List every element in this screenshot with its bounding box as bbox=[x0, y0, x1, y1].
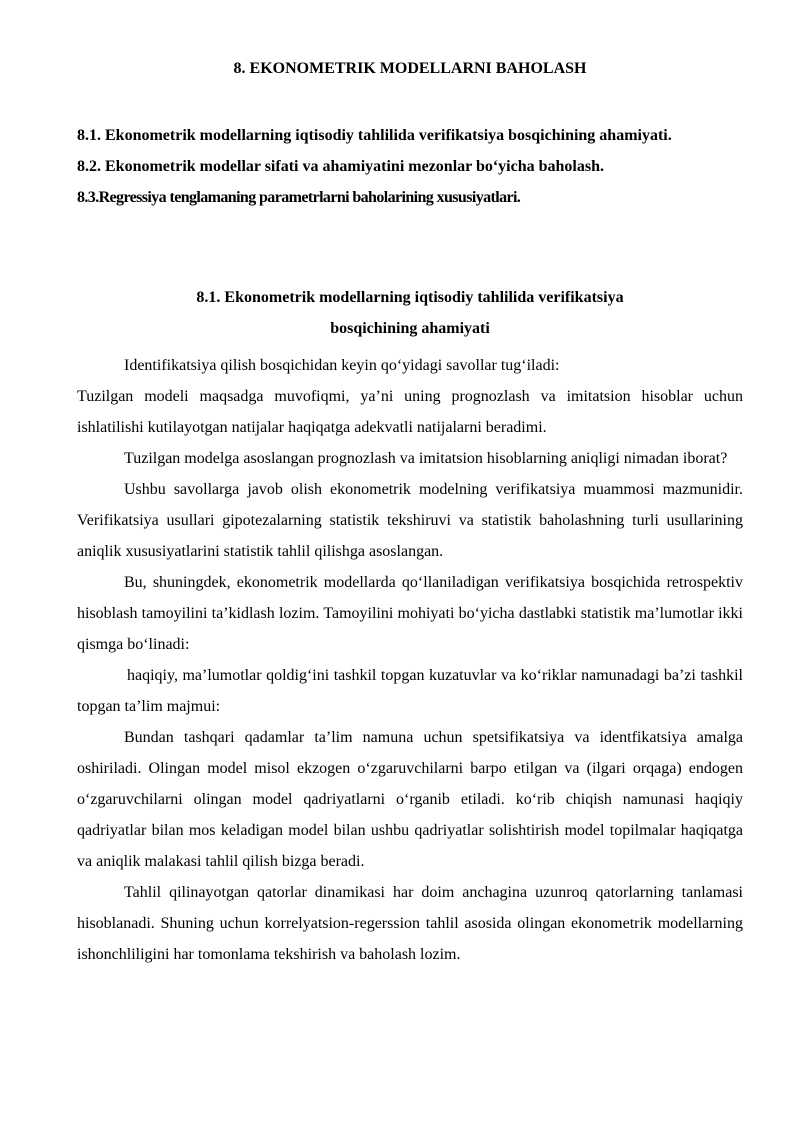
section-title-line-2: bosqichining ahamiyati bbox=[330, 320, 490, 337]
chapter-title: 8. EKONOMETRIK MODELLARNI BAHOLASH bbox=[233, 60, 587, 77]
section-title bbox=[0, 282, 800, 344]
paragraph: Ushbu savollarga javob olish ekonometrik modelning verifikatsiya muammosi mazmunidir. Verifikatsiya usullari gipotezalarning statistik tekshiruvi va statistik baholashning turli usullarining aniqlik xususiyatlarini statistik tahlil qilishga asoslangan. bbox=[77, 481, 743, 560]
toc-item-8-3: 8.3.Regressiya tenglamaning parametrlarni baholarining xususiyatlari. bbox=[77, 189, 521, 206]
paragraph: Tahlil qilinayotgan qatorlar dinamikasi har doim anchagina uzunroq qatorlarning tanlamasi hisoblanadi. Shuning uchun korrelyatsion-regerssion tahlil asosida olingan ekonometrik modellarning ishonchliligini har tomonlama tekshirish va baholash lozim. bbox=[77, 884, 743, 963]
paragraph: Identifikatsiya qilish bosqichidan keyin qo‘yidagi savollar tug‘iladi: bbox=[124, 357, 560, 374]
paragraph: Tuzilgan modeli maqsadga muvofiqmi, ya’ni uning prognozlash va imitatsion hisoblar uchun ishlatilishi kutilayotgan natijalar haqiqatga adekvatli natijalarni beradimi. bbox=[77, 388, 743, 436]
paragraph: Tuzilgan modelga asoslangan prognozlash va imitatsion hisoblarning aniqligi nimadan iborat? bbox=[124, 450, 728, 467]
body-text bbox=[77, 350, 743, 970]
section-title-line-1: 8.1. Ekonometrik modellarning iqtisodiy tahlilida verifikatsiya bbox=[196, 289, 624, 306]
toc-item-8-2: 8.2. Ekonometrik modellar sifati va ahamiyatini mezonlar bo‘yicha baholash. bbox=[77, 158, 604, 175]
paragraph: haqiqiy, ma’lumotlar qoldig‘ini tashkil topgan kuzatuvlar va ko‘riklar namunadagi ba’zi tashkil topgan ta’lim majmui: bbox=[77, 667, 743, 715]
table-of-contents bbox=[77, 120, 743, 213]
paragraph: Bu, shuningdek, ekonometrik modellarda qo‘llaniladigan verifikatsiya bosqichida retrospektiv hisoblash tamoyilini ta’kidlash lozim. Tamoyilini mohiyati bo‘yicha dastlabki statistik ma’lumotlar ikki qismga bo‘linadi: bbox=[77, 574, 743, 653]
paragraph: Bundan tashqari qadamlar ta’lim namuna uchun spetsifikatsiya va identfikatsiya amalga oshiriladi. Olingan model misol ekzogen o‘zgaruvchilarni barpo etilgan va (ilgari orqaga) endogen o‘zgaruvchilarni olingan model qadriyatlarni o‘rganib etiladi. ko‘rib chiqish namunasi haqiqiy qadriyatlar bilan mos keladigan model bilan ushbu qadriyatlar solishtirish model topilmalar haqiqatga va aniqlik malakasi tahlil qilish bizga beradi. bbox=[77, 729, 743, 870]
toc-item-8-1: 8.1. Ekonometrik modellarning iqtisodiy tahlilida verifikatsiya bosqichining ahamiyati. bbox=[77, 127, 672, 144]
